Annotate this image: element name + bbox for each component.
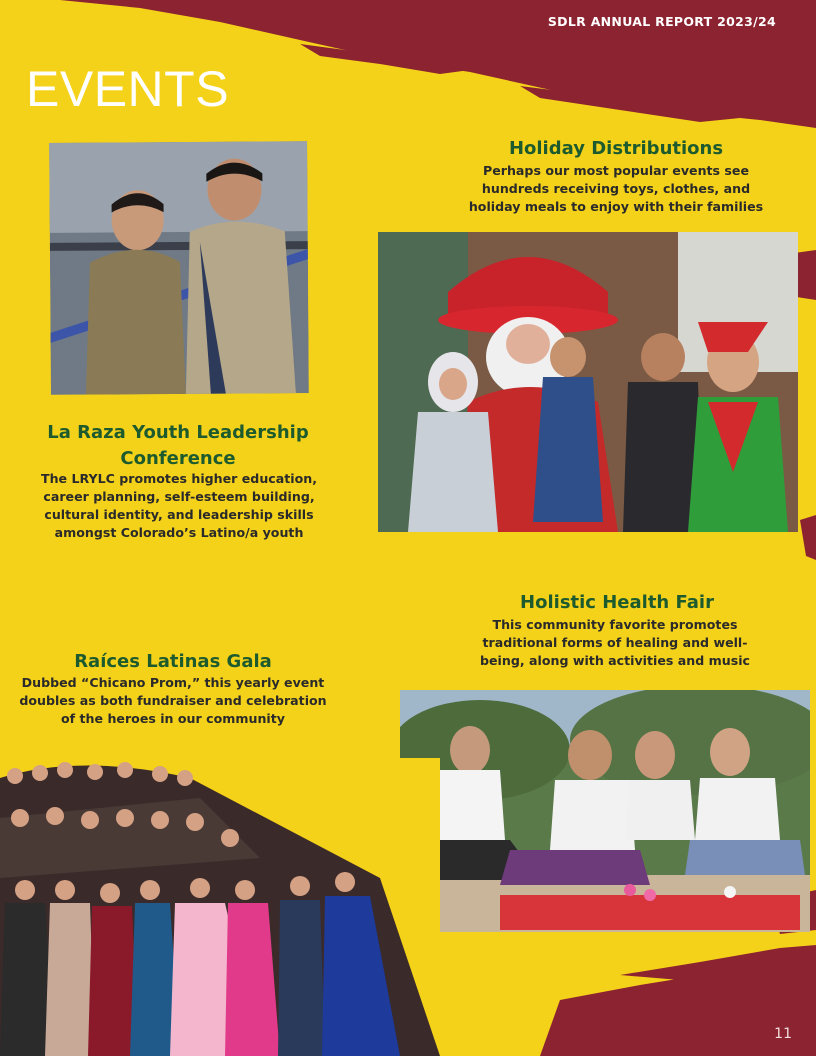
report-header-label: SDLR ANNUAL REPORT 2023/24: [547, 14, 776, 29]
holiday-title: Holiday Distributions: [508, 138, 724, 159]
lrylc-photo: [49, 141, 309, 395]
lrylc-title: La Raza Youth Leadership Conference: [47, 422, 309, 469]
lrylc-description: The LRYLC promotes higher education, career planning, self-esteem building, cultural identity, and leadership skills amongst Colorado’s Latino/a youth: [40, 471, 317, 540]
health-fair-description: This community favorite promotes traditional forms of healing and well-being, along with activities and music: [480, 617, 750, 668]
page-title: EVENTS: [26, 61, 230, 117]
page-number: 11: [774, 1026, 792, 1042]
gala-group-photo: [0, 758, 440, 1056]
gala-description: Dubbed “Chicano Prom,” this yearly event doubles as both fundraiser and celebration of the heroes in our community: [19, 675, 327, 726]
gala-title: Raíces Latinas Gala: [74, 651, 272, 672]
health-fair-title: Holistic Health Fair: [520, 592, 714, 613]
holiday-photo: [378, 232, 798, 532]
health-fair-photo: [400, 690, 810, 932]
holiday-description: Perhaps our most popular events see hundreds receiving toys, clothes, and holiday meals to enjoy with their families: [468, 163, 764, 214]
